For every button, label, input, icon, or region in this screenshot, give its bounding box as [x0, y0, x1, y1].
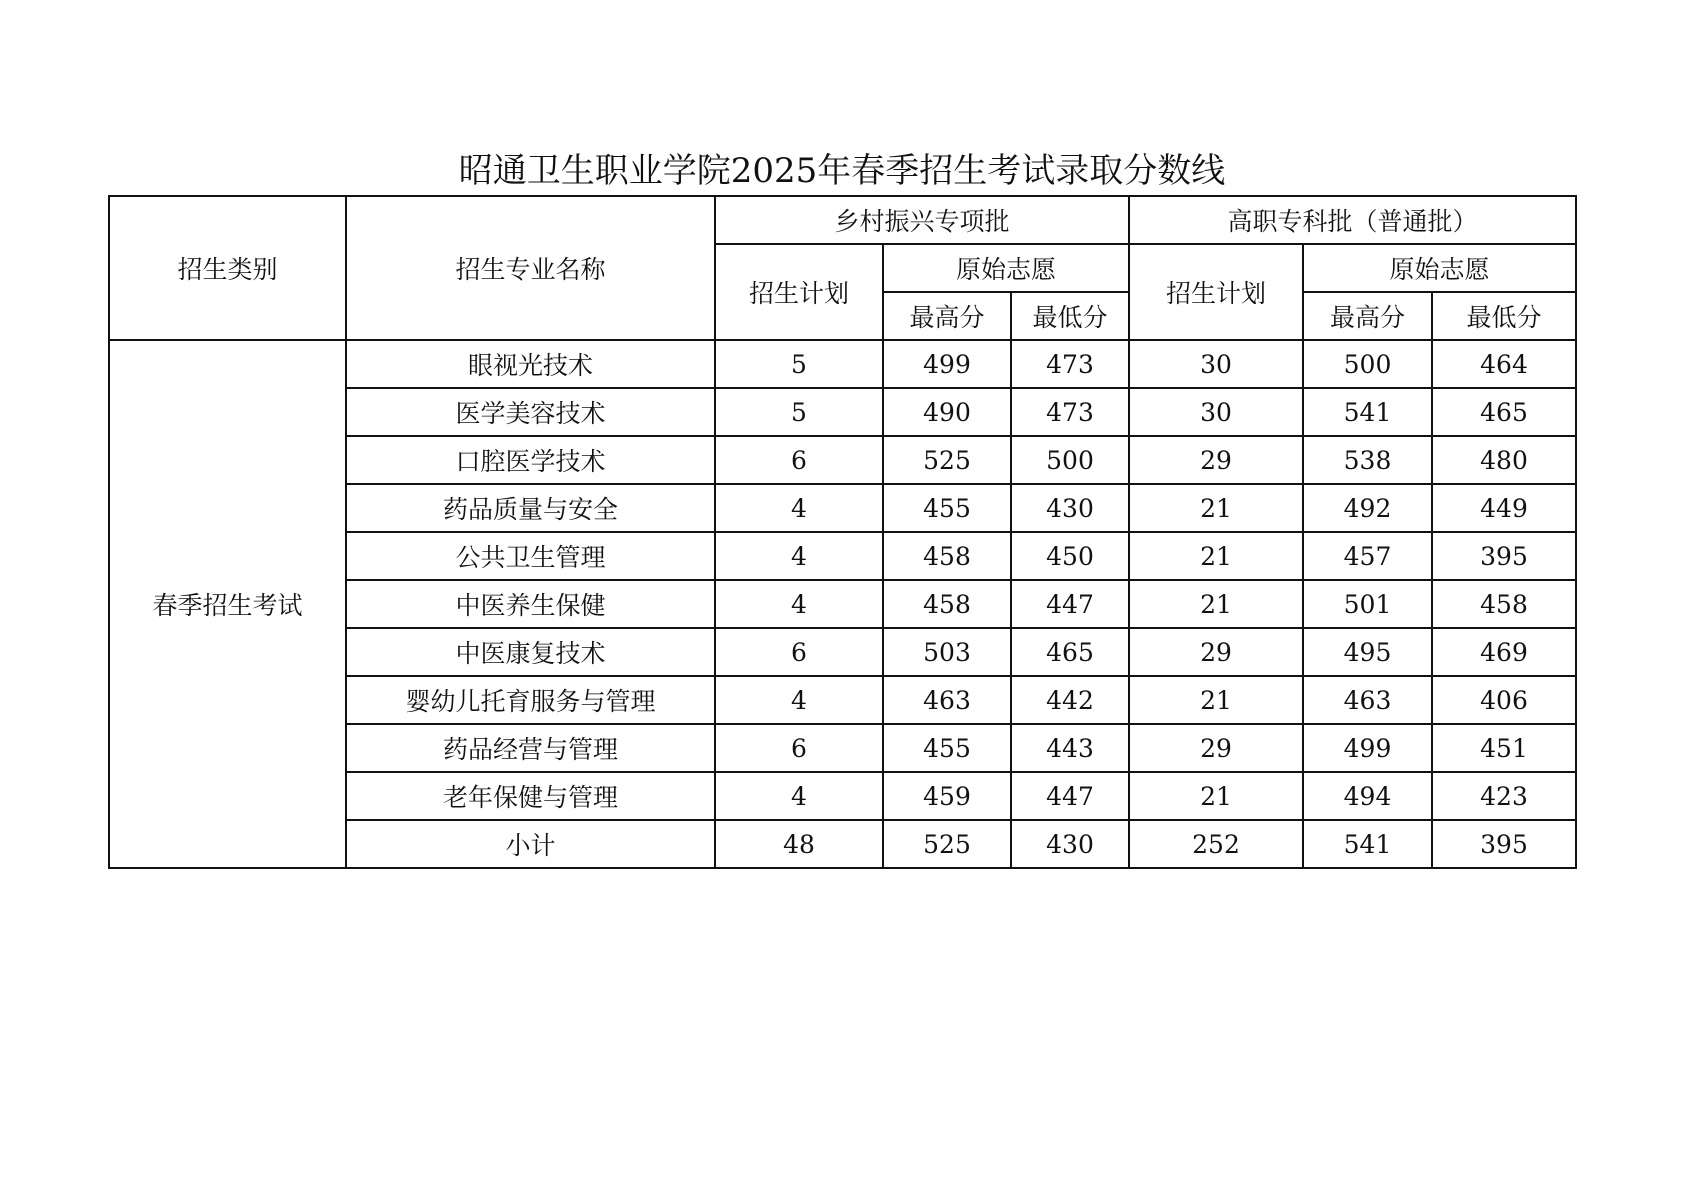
- plan2-cell: 29: [1129, 436, 1303, 484]
- admission-score-table: [108, 195, 1577, 869]
- plan2-cell: 30: [1129, 388, 1303, 436]
- max2-cell: 541: [1303, 388, 1432, 436]
- header-major: 招生专业名称: [346, 196, 715, 340]
- plan2-cell: 30: [1129, 340, 1303, 388]
- major-name-cell: 医学美容技术: [346, 388, 715, 436]
- min2-cell: 395: [1432, 532, 1576, 580]
- max2-cell: 457: [1303, 532, 1432, 580]
- major-name-cell: 公共卫生管理: [346, 532, 715, 580]
- header-max-vocational: 最高分: [1303, 292, 1432, 340]
- max1-cell: 503: [883, 628, 1011, 676]
- subtotal-label: 小计: [346, 820, 715, 868]
- min1-cell: 473: [1011, 388, 1129, 436]
- max1-cell: 499: [883, 340, 1011, 388]
- min2-cell: 451: [1432, 724, 1576, 772]
- max2-cell: 495: [1303, 628, 1432, 676]
- max1-cell: 490: [883, 388, 1011, 436]
- major-name-cell: 婴幼儿托育服务与管理: [346, 676, 715, 724]
- header-max-rural: 最高分: [883, 292, 1011, 340]
- header-plan-rural: 招生计划: [715, 244, 883, 340]
- plan2-cell: 21: [1129, 676, 1303, 724]
- plan1-cell: 5: [715, 340, 883, 388]
- header-group-vocational: 高职专科批（普通批）: [1129, 196, 1576, 244]
- header-min-rural: 最低分: [1011, 292, 1129, 340]
- plan2-cell: 21: [1129, 532, 1303, 580]
- max2-cell: 463: [1303, 676, 1432, 724]
- max2-cell: 492: [1303, 484, 1432, 532]
- plan2-cell: 29: [1129, 628, 1303, 676]
- major-name-cell: 老年保健与管理: [346, 772, 715, 820]
- major-name-cell: 中医康复技术: [346, 628, 715, 676]
- min1-cell: 443: [1011, 724, 1129, 772]
- min1-cell: 473: [1011, 340, 1129, 388]
- max1-cell: 463: [883, 676, 1011, 724]
- header-volunteer-rural: 原始志愿: [883, 244, 1129, 292]
- major-name-cell: 中医养生保健: [346, 580, 715, 628]
- plan1-cell: 4: [715, 532, 883, 580]
- min1-cell: 447: [1011, 772, 1129, 820]
- header-volunteer-vocational: 原始志愿: [1303, 244, 1576, 292]
- plan1-cell: 4: [715, 676, 883, 724]
- category-cell: 春季招生考试: [109, 340, 346, 868]
- max2-cell: 494: [1303, 772, 1432, 820]
- header-min-vocational: 最低分: [1432, 292, 1576, 340]
- min2-cell: 406: [1432, 676, 1576, 724]
- min1-cell: 500: [1011, 436, 1129, 484]
- subtotal-plan2-cell: 252: [1129, 820, 1303, 868]
- page-title: 昭通卫生职业学院2025年春季招生考试录取分数线: [458, 151, 1226, 191]
- major-name-cell: 药品质量与安全: [346, 484, 715, 532]
- min1-cell: 450: [1011, 532, 1129, 580]
- min2-cell: 449: [1432, 484, 1576, 532]
- plan1-cell: 5: [715, 388, 883, 436]
- min2-cell: 458: [1432, 580, 1576, 628]
- max2-cell: 500: [1303, 340, 1432, 388]
- table-row: [109, 340, 1576, 388]
- max1-cell: 458: [883, 580, 1011, 628]
- max1-cell: 455: [883, 484, 1011, 532]
- min1-cell: 465: [1011, 628, 1129, 676]
- subtotal-max1-cell: 525: [883, 820, 1011, 868]
- subtotal-plan1-cell: 48: [715, 820, 883, 868]
- max2-cell: 538: [1303, 436, 1432, 484]
- min2-cell: 469: [1432, 628, 1576, 676]
- subtotal-min1-cell: 430: [1011, 820, 1129, 868]
- plan1-cell: 6: [715, 724, 883, 772]
- plan1-cell: 4: [715, 772, 883, 820]
- header-row-1: [109, 196, 1576, 244]
- plan1-cell: 6: [715, 628, 883, 676]
- plan1-cell: 6: [715, 436, 883, 484]
- major-name-cell: 药品经营与管理: [346, 724, 715, 772]
- min2-cell: 480: [1432, 436, 1576, 484]
- plan2-cell: 29: [1129, 724, 1303, 772]
- plan2-cell: 21: [1129, 772, 1303, 820]
- max1-cell: 525: [883, 436, 1011, 484]
- plan1-cell: 4: [715, 580, 883, 628]
- plan2-cell: 21: [1129, 580, 1303, 628]
- max1-cell: 459: [883, 772, 1011, 820]
- major-name-cell: 眼视光技术: [346, 340, 715, 388]
- min1-cell: 430: [1011, 484, 1129, 532]
- max1-cell: 458: [883, 532, 1011, 580]
- subtotal-max2-cell: 541: [1303, 820, 1432, 868]
- min1-cell: 442: [1011, 676, 1129, 724]
- major-name-cell: 口腔医学技术: [346, 436, 715, 484]
- min2-cell: 423: [1432, 772, 1576, 820]
- header-group-rural: 乡村振兴专项批: [715, 196, 1129, 244]
- max2-cell: 501: [1303, 580, 1432, 628]
- min2-cell: 464: [1432, 340, 1576, 388]
- plan1-cell: 4: [715, 484, 883, 532]
- min2-cell: 465: [1432, 388, 1576, 436]
- header-category: 招生类别: [109, 196, 346, 340]
- max2-cell: 499: [1303, 724, 1432, 772]
- subtotal-min2-cell: 395: [1432, 820, 1576, 868]
- max1-cell: 455: [883, 724, 1011, 772]
- header-plan-vocational: 招生计划: [1129, 244, 1303, 340]
- min1-cell: 447: [1011, 580, 1129, 628]
- plan2-cell: 21: [1129, 484, 1303, 532]
